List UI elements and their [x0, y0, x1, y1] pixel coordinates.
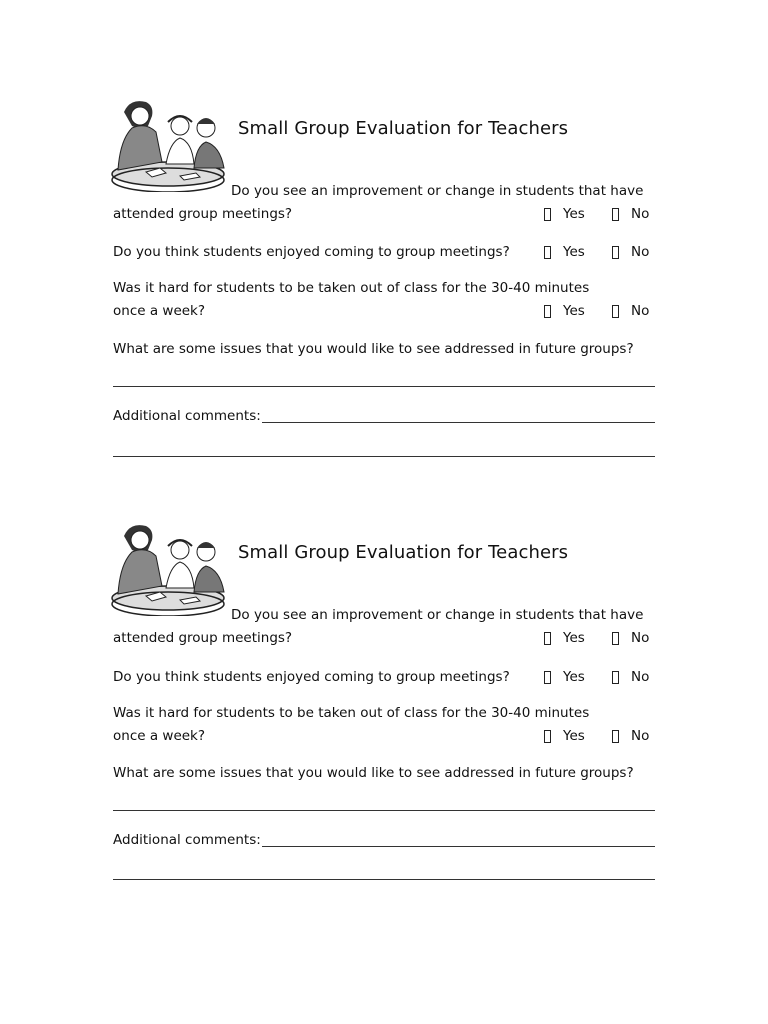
question-3-line-1: Was it hard for students to be taken out of class for the 30-40 minutes — [113, 280, 590, 296]
q3-yes-option[interactable] — [544, 302, 585, 320]
q2-no-option[interactable] — [612, 668, 649, 686]
question-2: Do you think students enjoyed coming to group meetings? — [113, 244, 510, 260]
q2-yes-option[interactable] — [544, 243, 585, 261]
q3-no-label: No — [631, 303, 650, 319]
issues-answer-line[interactable] — [113, 386, 655, 387]
q2-no-checkbox[interactable] — [612, 246, 619, 259]
question-4: What are some issues that you would like to see addressed in future groups? — [113, 341, 634, 357]
teacher-with-students-icon — [110, 92, 228, 192]
q2-no-checkbox[interactable] — [612, 671, 619, 684]
q1-no-checkbox[interactable] — [612, 632, 619, 645]
q3-yes-label: Yes — [563, 728, 585, 744]
question-3-line-2: once a week? — [113, 728, 206, 744]
q3-yes-checkbox[interactable] — [544, 730, 551, 743]
q1-no-label: No — [631, 206, 650, 222]
teacher-with-students-icon — [110, 516, 228, 616]
q1-no-label: No — [631, 630, 650, 646]
q1-yes-option[interactable] — [544, 205, 585, 223]
comments-answer-line-1[interactable] — [262, 422, 655, 423]
question-3-line-2: once a week? — [113, 303, 206, 319]
q3-no-option[interactable] — [612, 302, 649, 320]
q1-yes-checkbox[interactable] — [544, 632, 551, 645]
comments-answer-line-1[interactable] — [262, 846, 655, 847]
q3-yes-option[interactable] — [544, 727, 585, 745]
q3-yes-label: Yes — [563, 303, 585, 319]
q2-no-label: No — [631, 244, 650, 260]
q1-yes-option[interactable] — [544, 629, 585, 647]
q2-no-option[interactable] — [612, 243, 649, 261]
evaluation-form-2 — [0, 424, 768, 848]
form-title: Small Group Evaluation for Teachers — [238, 118, 569, 139]
q2-no-label: No — [631, 669, 650, 685]
q2-yes-checkbox[interactable] — [544, 671, 551, 684]
q3-no-label: No — [631, 728, 650, 744]
q2-yes-option[interactable] — [544, 668, 585, 686]
question-3-line-1: Was it hard for students to be taken out of class for the 30-40 minutes — [113, 705, 590, 721]
question-2: Do you think students enjoyed coming to group meetings? — [113, 669, 510, 685]
question-4: What are some issues that you would like to see addressed in future groups? — [113, 765, 634, 781]
q1-no-option[interactable] — [612, 629, 649, 647]
question-1-line-1: Do you see an improvement or change in students that have — [231, 183, 644, 199]
evaluation-form-1 — [0, 0, 768, 424]
comments-label: Additional comments: — [113, 832, 261, 848]
form-title: Small Group Evaluation for Teachers — [238, 542, 569, 563]
question-1-line-2: attended group meetings? — [113, 206, 293, 222]
q2-yes-label: Yes — [563, 244, 585, 260]
q1-no-option[interactable] — [612, 205, 649, 223]
issues-answer-line[interactable] — [113, 810, 655, 811]
q3-no-checkbox[interactable] — [612, 730, 619, 743]
q3-no-option[interactable] — [612, 727, 649, 745]
question-1-line-2: attended group meetings? — [113, 630, 293, 646]
q2-yes-label: Yes — [563, 669, 585, 685]
q1-yes-label: Yes — [563, 630, 585, 646]
q1-yes-label: Yes — [563, 206, 585, 222]
q1-no-checkbox[interactable] — [612, 208, 619, 221]
comments-label: Additional comments: — [113, 408, 261, 424]
q2-yes-checkbox[interactable] — [544, 246, 551, 259]
q1-yes-checkbox[interactable] — [544, 208, 551, 221]
comments-answer-line-2[interactable] — [113, 879, 655, 880]
q3-no-checkbox[interactable] — [612, 305, 619, 318]
q3-yes-checkbox[interactable] — [544, 305, 551, 318]
question-1-line-1: Do you see an improvement or change in students that have — [231, 607, 644, 623]
